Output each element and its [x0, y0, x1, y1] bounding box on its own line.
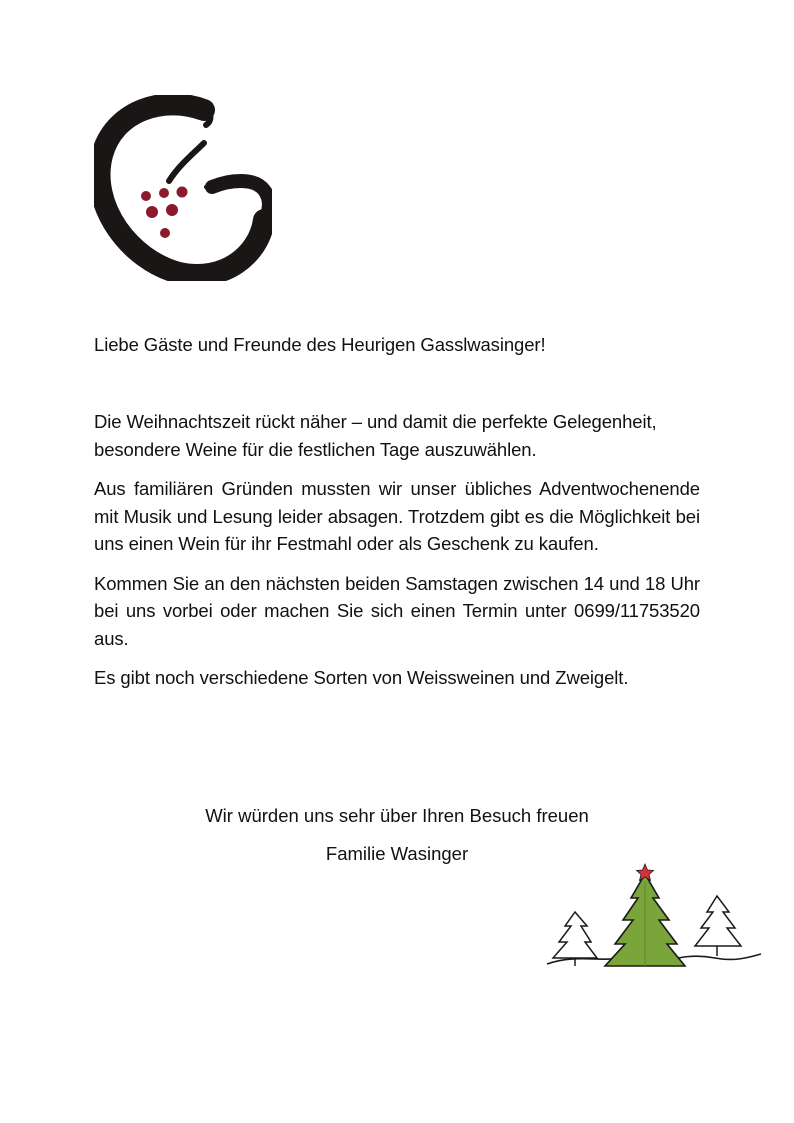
closing-line: Wir würden uns sehr über Ihren Besuch freuen: [205, 805, 589, 826]
signature: Familie Wasinger: [325, 843, 469, 864]
paragraph: Die Weihnachtszeit rückt näher – und damit die perfekte Gelegenheit, besondere Weine für die festlichen Tage auszuwählen.: [94, 411, 657, 460]
paragraph: Es gibt noch verschiedene Sorten von Weissweinen und Zweigelt.: [94, 667, 629, 688]
paragraph: Kommen Sie an den nächsten beiden Samstagen zwischen 14 und 18 Uhr bei uns vorbei oder machen Sie sich einen Termin unter 0699/11753520 aus.: [94, 572, 700, 649]
gasslwasinger-logo-icon: [94, 95, 272, 281]
christmas-trees-icon: [545, 862, 763, 978]
paragraph: Aus familiären Gründen mussten wir unser übliches Adventwochenende mit Musik und Lesung leider absagen. Trotzdem gibt es die Möglichkeit bei uns einen Wein für ihr Festmahl oder als Geschenk zu kaufen.: [94, 478, 700, 554]
greeting: Liebe Gäste und Freunde des Heurigen Gasslwasinger!: [94, 334, 546, 355]
letter-body: [94, 408, 700, 704]
